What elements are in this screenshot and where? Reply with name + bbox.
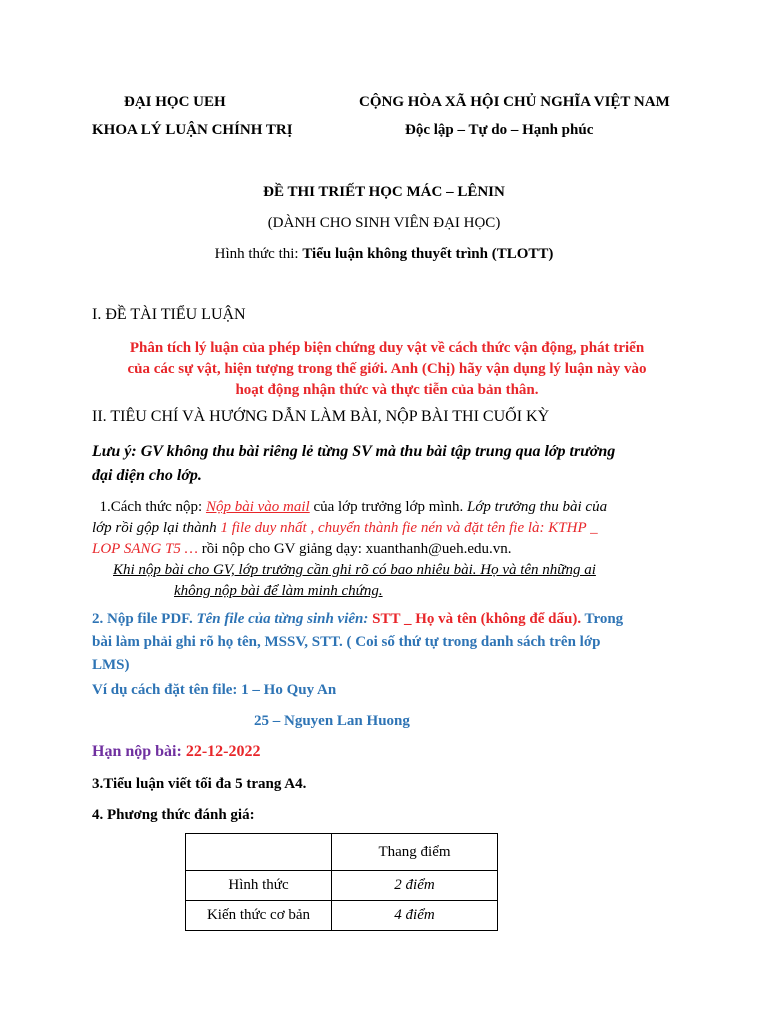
filename-example-2: 25 – Nguyen Lan Huong (254, 713, 410, 729)
table-row (186, 871, 498, 901)
table-cell: Hình thức (186, 871, 332, 901)
table-cell: Kiến thức cơ bản (186, 901, 332, 931)
section1-heading: I. ĐỀ TÀI TIỂU LUẬN (92, 306, 246, 323)
national-title: CỘNG HÒA XÃ HỘI CHỦ NGHĨA VIỆT NAM (359, 94, 670, 110)
pdf-file-instruction: 2. Nộp file PDF. Tên file của từng sinh viên: STT _ Họ và tên (không để dấu). Trong bài làm phải ghi rõ họ tên, MSSV, STT. ( Coi số thứ tự trong danh sách trên lớp LMS) (92, 611, 624, 673)
table-cell (186, 834, 332, 871)
page-limit: 3.Tiểu luận viết tối đa 5 trang A4. (92, 776, 307, 792)
section2-heading: II. TIÊU CHÍ VÀ HƯỚNG DẪN LÀM BÀI, NỘP BÀI THI CUỐI KỲ (92, 408, 550, 425)
table-row (186, 901, 498, 931)
university-name: ĐẠI HỌC UEH (124, 94, 226, 110)
table-cell: 2 điểm (332, 871, 498, 901)
exam-title: ĐỀ THI TRIẾT HỌC MÁC – LÊNIN (263, 184, 505, 200)
score-table (185, 833, 498, 931)
filename-example: Ví dụ cách đặt tên file: 1 – Ho Quy An (92, 682, 337, 698)
table-header-row (186, 834, 498, 871)
table-cell: Thang điểm (332, 834, 498, 871)
table-cell: 4 điểm (332, 901, 498, 931)
essay-topic: Phân tích lý luận của phép biện chứng duy vật về cách thức vận động, phát triển của các sự vật, hiện tượng trong thế giới. Anh (Chị) hãy vận dụng lý luận này vào hoạt động nhận thức và thực tiễn của bản thân. (127, 340, 647, 398)
exam-format: Hình thức thi: Tiểu luận không thuyết trình (TLOTT) (214, 246, 554, 262)
collection-note: Lưu ý: GV không thu bài riêng lẻ từng SV mà thu bài tập trung qua lớp trưởng đại diện cho lớp. (92, 443, 616, 484)
evaluation-method: 4. Phương thức đánh giá: (92, 807, 255, 823)
submission-method: 1.Cách thức nộp: Nộp bài vào mail của lớp trưởng lớp mình. Lớp trưởng thu bài của lớp rồi gộp lại thành 1 file duy nhất , chuyển thành fie nén và đặt tên fie là: KTHP _ LOP SANG T5 … rồi nộp cho GV giảng dạy: xuanthanh@ueh.edu.vn. Khi nộp bài cho GV, lớp trưởng cần ghi rõ có bao nhiêu bài. Họ và tên những ai không nộp bài để làm minh chứng. (92, 499, 608, 599)
national-motto: Độc lập – Tự do – Hạnh phúc (405, 122, 594, 138)
exam-subtitle: (DÀNH CHO SINH VIÊN ĐẠI HỌC) (267, 215, 501, 231)
faculty-name: KHOA LÝ LUẬN CHÍNH TRỊ (92, 122, 293, 138)
deadline: Hạn nộp bài: 22-12-2022 (92, 743, 261, 760)
